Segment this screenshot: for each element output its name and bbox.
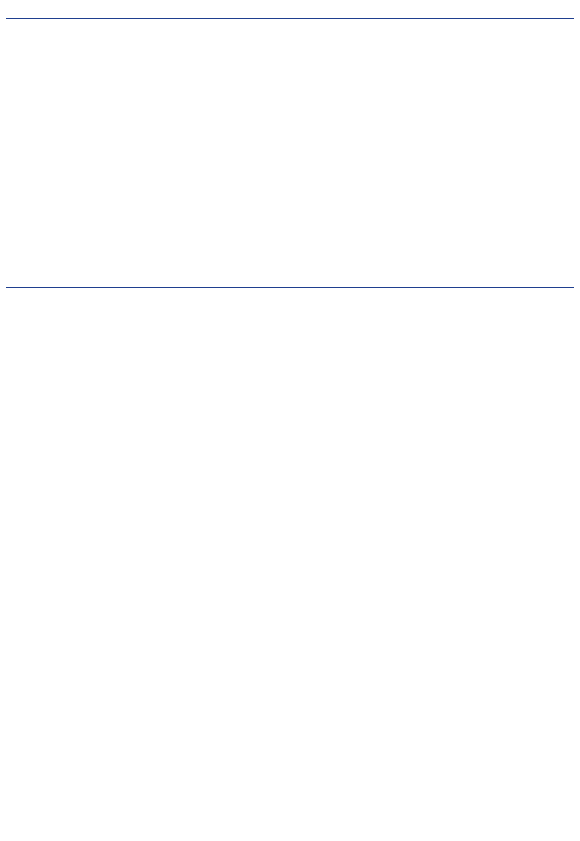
prime-time-highlights [6, 287, 574, 288]
page-header [6, 5, 574, 19]
